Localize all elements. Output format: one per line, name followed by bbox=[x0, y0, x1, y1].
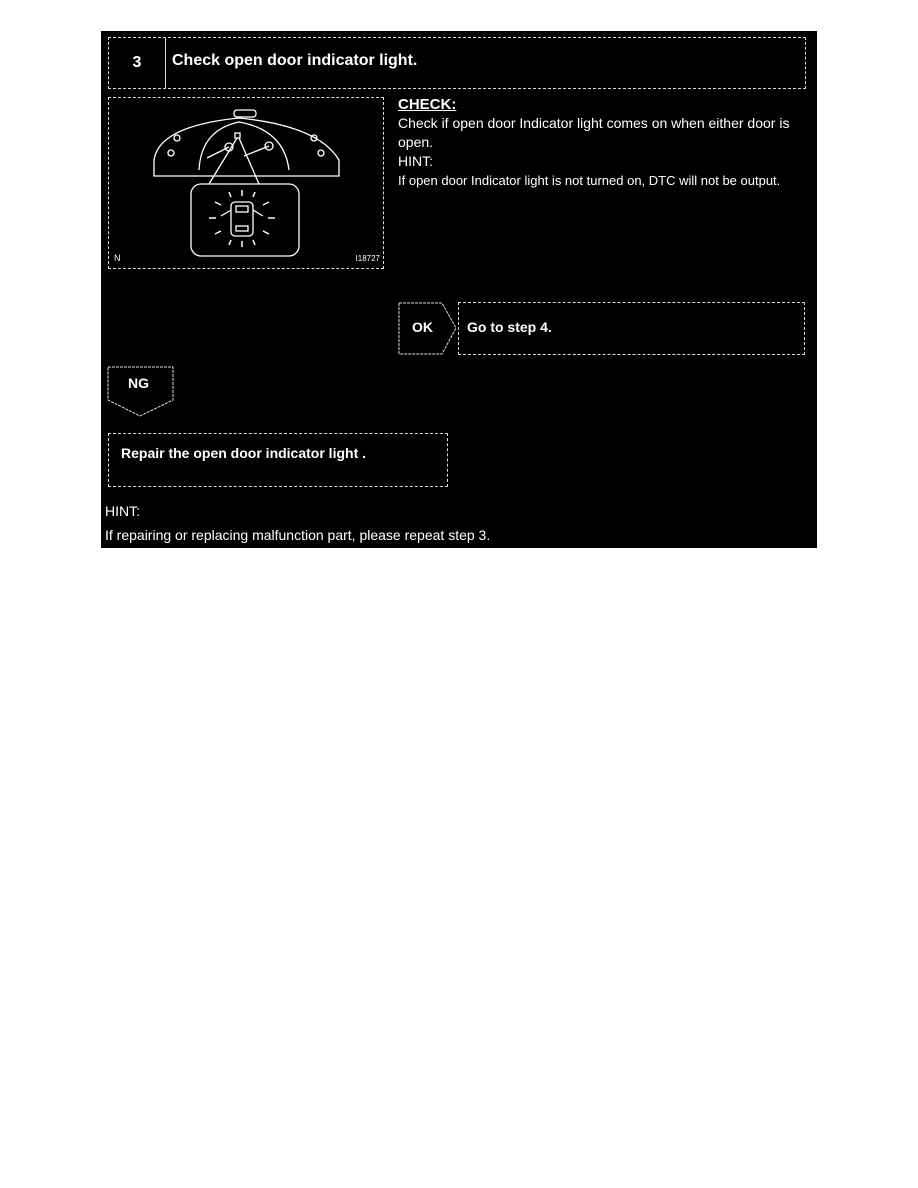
check-hint-label: HINT: bbox=[398, 153, 433, 169]
ok-label: OK bbox=[412, 319, 433, 335]
figure-id: I18727 bbox=[355, 254, 380, 263]
check-hint-text: If open door Indicator light is not turned on, DTC will not be output. bbox=[398, 173, 781, 188]
footer-hint-label: HINT: bbox=[105, 503, 140, 519]
footer-hint-text: If repairing or replacing malfunction part, please repeat step 3. bbox=[105, 527, 491, 543]
check-heading: CHECK: bbox=[398, 96, 457, 113]
ng-arrow-icon bbox=[107, 366, 175, 418]
step-title: Check open door indicator light. bbox=[172, 52, 418, 69]
ng-label: NG bbox=[128, 375, 149, 391]
ng-action: Repair the open door indicator light . bbox=[121, 445, 367, 461]
step-header bbox=[108, 37, 806, 89]
figure-corner-label: N bbox=[114, 253, 121, 263]
ok-action-box bbox=[458, 302, 805, 355]
cluster-illustration bbox=[109, 98, 383, 268]
check-text: Check if open door Indicator light comes on when either door is open. bbox=[398, 115, 790, 150]
check-section bbox=[398, 95, 810, 190]
ng-action-box bbox=[108, 433, 448, 487]
ok-action: Go to step 4. bbox=[467, 319, 552, 335]
instrument-cluster-figure bbox=[108, 97, 384, 269]
step-number: 3 bbox=[109, 38, 166, 88]
procedure-panel bbox=[101, 31, 817, 548]
